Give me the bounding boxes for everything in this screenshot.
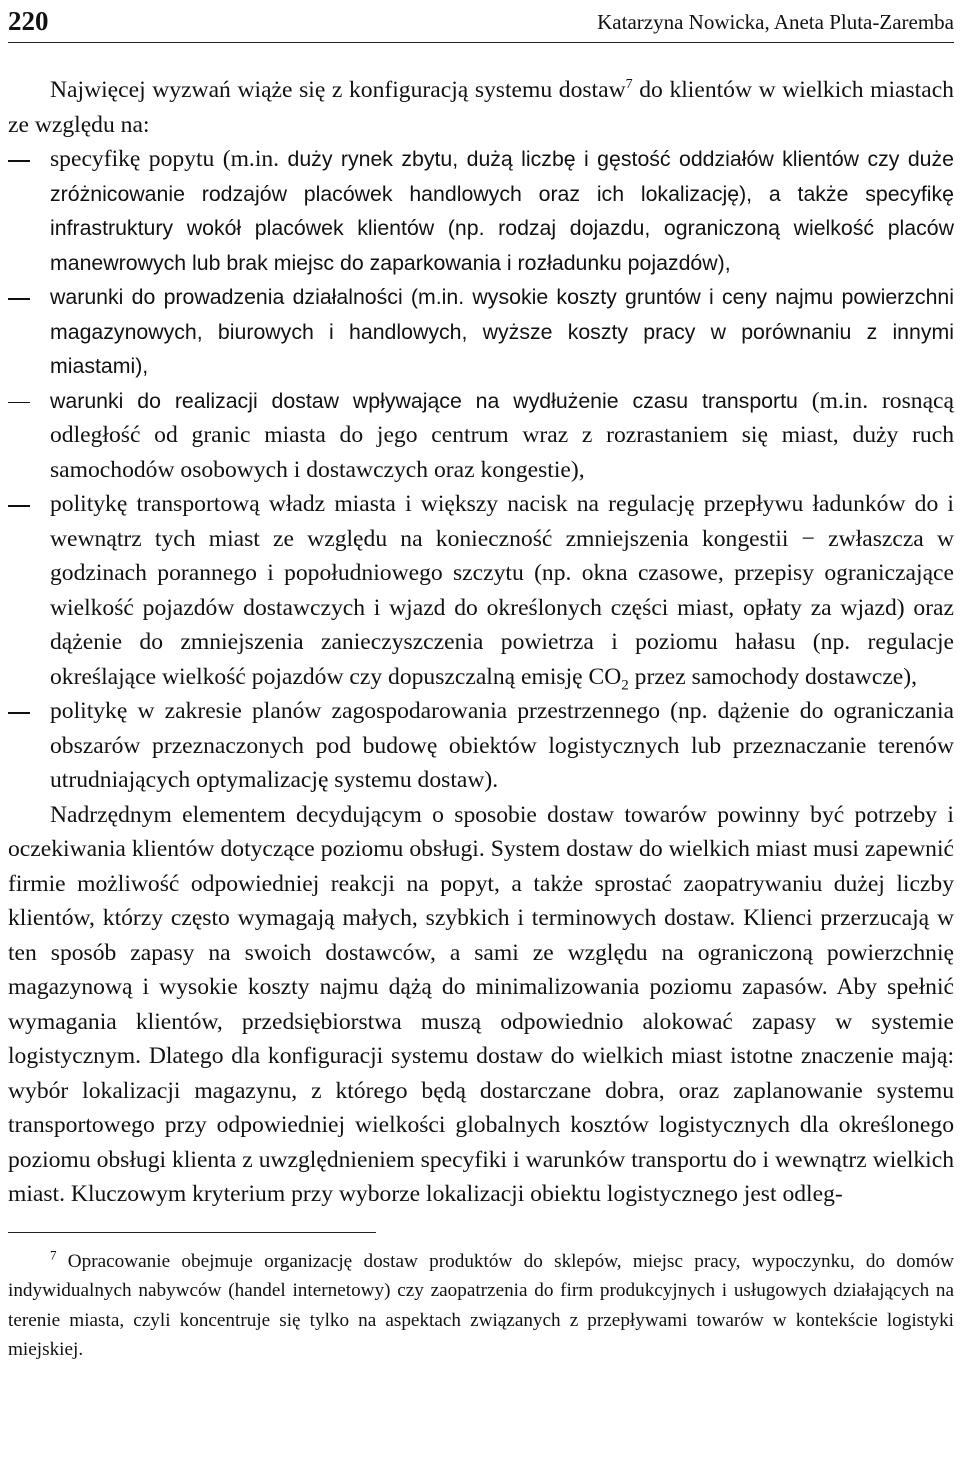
subscript: 2 — [621, 677, 629, 694]
footnote-number: 7 — [50, 1247, 57, 1263]
list-item — [8, 694, 954, 798]
main-paragraph: Nadrzędnym elementem decydującym o sposobie dostaw towarów powinny być potrzeby i oczekiwania klientów dotyczące poziomu obsługi. System dostaw do wielkich miast musi zapewnić firmie możliwość odpowiedniej reakcji na popyt, a także sprostać zaopatrywaniu dużej liczby klientów, którzy często wymagają małych, szybkich i terminowych dostaw. Klienci przerzucają w ten sposób zapasy na swoich dostawców, a sami ze względu na ograniczoną powierzchnię magazynową i wysokie koszty najmu dążą do minimalizowania poziomu zapasów. Aby spełnić wymagania klientów, przedsiębiorstwa muszą odpowiednio alokować zapasy w systemie logistycznym. Dlatego dla konfiguracji systemu dostaw do wielkich miast istotne znaczenie mają: wybór lokalizacji magazynu, z którego będą dostarczane dobra, oraz zaplanowanie systemu transportowego przy odpowiedniej wielkości globalnych kosztów logistycznych dla określonego poziomu obsługi klienta z uwzględnieniem specyfiki i warunków transportu do i wewnątrz wielkich miast. Kluczowym kryterium przy wyborze lokalizacji obiektu logistycznego jest odleg- — [8, 801, 954, 1207]
list-item — [8, 142, 954, 280]
intro-paragraph — [8, 73, 954, 142]
footnote-separator — [8, 1232, 376, 1233]
document-page — [8, 0, 954, 1384]
intro-text-after: do klientów w wielkich miastach ze względu na: — [8, 77, 954, 138]
running-head-authors: Katarzyna Nowicka, Aneta Pluta-Zaremba — [597, 10, 954, 34]
footnote-reference[interactable]: 7 — [625, 77, 633, 93]
list-item — [8, 280, 954, 384]
list-item — [8, 384, 954, 488]
footnote — [8, 1247, 954, 1365]
list-item-text: przez samochody dostawcze), — [628, 663, 918, 690]
list-item-text: politykę w zakresie planów zagospodarowania przestrzennego (np. dążenie do ograniczania obszarów przeznaczonych pod budowę obiektów logistycznych lub przeznaczanie terenów utrudniających optymalizację systemu dostaw). — [50, 698, 954, 793]
list-item-text: warunki do realizacji dostaw wpływające na wydłużenie czasu transportu — [50, 388, 798, 413]
body-text — [8, 73, 954, 1212]
footnote-text: Opracowanie obejmuje organizację dostaw produktów do sklepów, miejsc pracy, wypoczynku, do domów indywidualnych nabywców (handel internetowy) czy zaopatrzenia do firm produkcyjnych i usługowych działających na terenie miasta, czyli koncentruje się tylko na aspektach związanych z przepływami towarów w kontekście logistyki miejskiej. — [8, 1250, 954, 1360]
list-item-text: politykę transportową władz miasta i większy nacisk na regulację przepływu ładunków do i wewnątrz tych miast ze względu na konieczność zmniejszenia kongestii − zwłaszcza w godzinach porannego i popołudniowego szczytu (np. okna czasowe, przepisy ograniczające wielkość pojazdów dostawczych i wjazd do określonych części miast, opłaty za wjazd) oraz dążenie do zmniejszenia zanieczyszczenia powietrza i poziomu hałasu (np. regulacje określające wielkość pojazdów czy dopuszczalną emisję CO — [50, 491, 954, 690]
list-item-text: (m.in. rosnącą odległość od granic miasta do jego centrum wraz z rozrastaniem się miast, duży ruch samochodów osobowych i dostawczych oraz kongestie), — [50, 387, 954, 483]
factor-list — [8, 142, 954, 798]
page-number: 220 — [8, 6, 49, 36]
page-header — [8, 6, 954, 43]
list-item-text: specyfikę popytu (m.in. — [50, 146, 288, 172]
list-item-text: duży rynek zbytu, dużą liczbę i gęstość oddziałów klientów czy duże zróżnicowanie rodzajów placówek handlowych oraz ich lokalizację), a także specyfikę infrastruktury wokół placówek klientów (np. rodzaj dojazdu, ograniczoną wielkość placów manewrowych lub brak miejsc do zaparkowania i rozładunku pojazdów), — [50, 147, 955, 275]
list-item-text: warunki do prowadzenia działalności (m.in. wysokie koszty gruntów i ceny najmu powierzchni magazynowych, biurowych i handlowych, wyższe koszty pracy w porównaniu z innymi miastami), — [50, 285, 954, 378]
list-item — [8, 487, 954, 694]
intro-text: Najwięcej wyzwań wiąże się z konfiguracją systemu dostaw — [50, 77, 626, 103]
